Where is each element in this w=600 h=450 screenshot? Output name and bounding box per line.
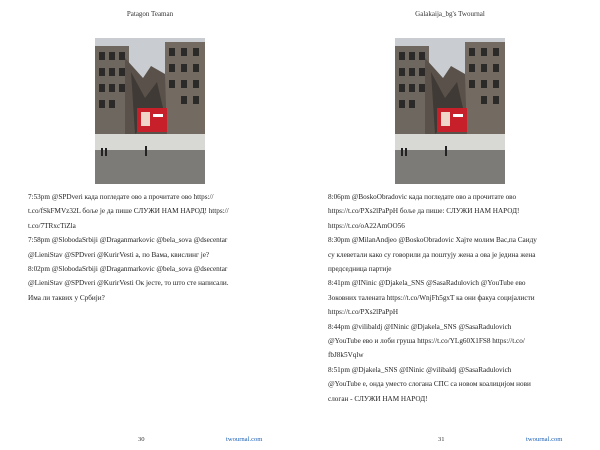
damaged-building-photo [95, 38, 205, 184]
text-line: Има ли таквих у Србији? [28, 293, 105, 302]
text-line: 8:30pm @MilanAndjeo @BoskoObradovic Хајте молим Вас,па Саиду [328, 236, 537, 245]
text-line: t.co/fSkFMVz32L боље је да пише СЛУЖИ НАМ НАРОД! https:// [28, 207, 229, 216]
text-line: су клеветали како су говорили да поштују жена а ова је једина жена [328, 250, 536, 259]
page-header: Patagon Teaman [126, 10, 174, 18]
damaged-building-photo [395, 38, 505, 184]
tweet-text [28, 190, 278, 305]
tweet-text [328, 190, 578, 406]
text-line: https://t.co/oA22AmOO56 [328, 221, 405, 230]
text-line: @LieniStav @SPDveri @KurirVesti Ок јесте, то што сте написали. [28, 279, 229, 288]
page-header: Galakaija_bg's Twournal [415, 10, 485, 18]
page-number: 31 [438, 436, 445, 443]
text-line: @YouTube ево и лоби груша https://t.co/YLg60X1FS8 https://t.co/ [328, 337, 525, 346]
text-line: Зоковних талената https://t.co/WnjFh5gxT ка они факуа социјалисти [328, 293, 535, 302]
page-number: 30 [138, 436, 145, 443]
text-line: https://t.co/PXs2lPaPpH боље да пише: СЛУЖИ НАМ НАРОД! [328, 207, 520, 216]
text-line: 7:53pm @SPDveri када погледате ово а прочитате ово https:// [28, 193, 214, 201]
text-line: 7:58pm @SlobodaSrbiji @Draganmarkovic @bela_sova @dsecentar [28, 236, 228, 245]
brand-link[interactable]: twournal.com [226, 436, 263, 443]
text-line: 8:06pm @BoskoObradovic када погледате ово а прочитате ово [328, 193, 517, 201]
text-line: @YouTube е, онда уместо слогана СПС са новом коалицијом нови [328, 380, 531, 389]
text-line: 8:41pm @INinic @Djakela_SNS @SasaRadulovich @YouTube ево [328, 279, 526, 288]
right-page [300, 0, 600, 450]
text-line: fbJ8k5Vqlw [328, 351, 364, 360]
text-line: 8:44pm @vilibaldj @INinic @Djakela_SNS @SasaRadulovich [328, 322, 512, 331]
text-line: @LieniStav @SPDveri @KurirVesti а, по Вама, квислинг је? [28, 250, 210, 259]
text-line: https://t.co/PXs2lPaPpH [328, 308, 399, 317]
text-line: председница партије [328, 265, 392, 274]
text-line: 8:02pm @SlobodaSrbiji @Draganmarkovic @bela_sova @dsecentar [28, 265, 228, 274]
text-line: 8:51pm @Djakela_SNS @INinic @vilibaldj @SasaRadulovich [328, 365, 512, 374]
text-line: t.co/7TRxcTiZla [28, 221, 76, 230]
brand-link[interactable]: twournal.com [526, 436, 563, 443]
text-line: слоган - СЛУЖИ НАМ НАРОД! [328, 394, 428, 403]
